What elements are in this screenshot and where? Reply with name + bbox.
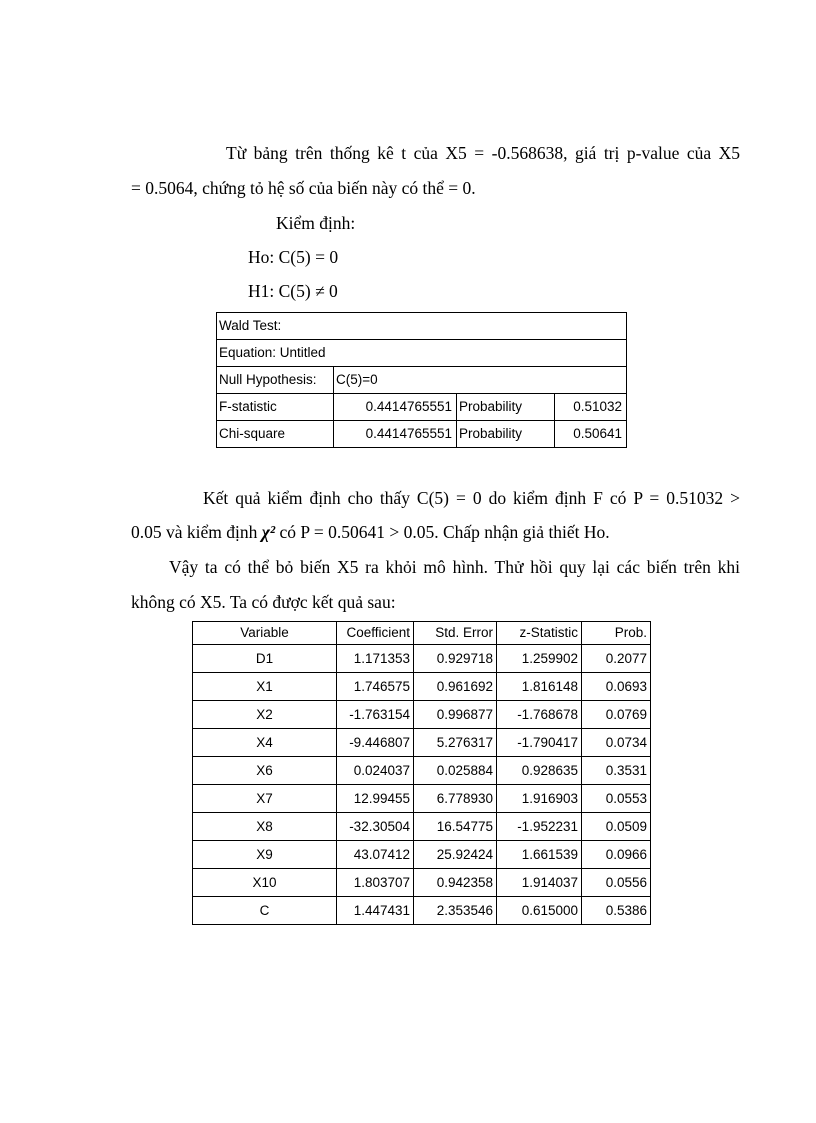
result-line-2 <box>131 522 610 542</box>
intro-line-1: Từ bảng trên thống kê t của X5 = -0.568638, giá trị p-value của X5 <box>226 143 740 163</box>
coefficient-cell: -32.30504 <box>337 813 414 841</box>
result-line-2-end: có P = 0.50641 > 0.05. Chấp nhận giả thiết Ho. <box>275 522 610 542</box>
coefficient-cell: 1.171353 <box>337 645 414 673</box>
std-error-cell: 0.025884 <box>414 757 497 785</box>
prob-cell: 0.0556 <box>582 869 651 897</box>
std-error-cell: 0.996877 <box>414 701 497 729</box>
variable-cell: D1 <box>193 645 337 673</box>
std-error-cell: 2.353546 <box>414 897 497 925</box>
table-row <box>193 673 651 701</box>
prob-cell: 0.5386 <box>582 897 651 925</box>
wald-null-value: C(5)=0 <box>334 367 627 394</box>
variable-cell: X6 <box>193 757 337 785</box>
variable-cell: X4 <box>193 729 337 757</box>
regression-table <box>192 621 651 925</box>
prob-cell: 0.0693 <box>582 673 651 701</box>
std-error-cell: 16.54775 <box>414 813 497 841</box>
table-row <box>193 757 651 785</box>
test-title: Kiểm định: <box>276 213 356 233</box>
result-line-3: Vậy ta có thể bỏ biến X5 ra khỏi mô hình. Thử hồi quy lại các biến trên khi <box>169 557 740 577</box>
z-statistic-cell: 1.259902 <box>497 645 582 673</box>
wald-row-value: 0.4414765551 <box>334 394 457 421</box>
coefficient-cell: -1.763154 <box>337 701 414 729</box>
prob-cell: 0.0769 <box>582 701 651 729</box>
prob-cell: 0.0553 <box>582 785 651 813</box>
variable-cell: X9 <box>193 841 337 869</box>
std-error-cell: 6.778930 <box>414 785 497 813</box>
wald-row-chi-square <box>217 421 627 448</box>
table-row <box>193 869 651 897</box>
table-row <box>193 897 651 925</box>
wald-row-prob-label: Probability <box>457 421 555 448</box>
z-statistic-cell: 1.816148 <box>497 673 582 701</box>
z-statistic-cell: 0.928635 <box>497 757 582 785</box>
table-row <box>193 729 651 757</box>
header-coefficient: Coefficient <box>337 622 414 645</box>
coefficient-cell: 1.803707 <box>337 869 414 897</box>
result-line-4: không có X5. Ta có được kết quả sau: <box>131 592 396 612</box>
table-row <box>193 813 651 841</box>
wald-row-label: F-statistic <box>217 394 334 421</box>
table-row <box>193 645 651 673</box>
coefficient-cell: 12.99455 <box>337 785 414 813</box>
std-error-cell: 25.92424 <box>414 841 497 869</box>
header-prob: Prob. <box>582 622 651 645</box>
coefficient-cell: 43.07412 <box>337 841 414 869</box>
std-error-cell: 0.942358 <box>414 869 497 897</box>
result-line-1: Kết quả kiểm định cho thấy C(5) = 0 do kiểm định F có P = 0.51032 > <box>203 488 740 508</box>
prob-cell: 0.0734 <box>582 729 651 757</box>
result-line-2-start: 0.05 và kiểm định <box>131 522 262 542</box>
coefficient-cell: 1.746575 <box>337 673 414 701</box>
header-z-statistic: z-Statistic <box>497 622 582 645</box>
wald-null-label: Null Hypothesis: <box>217 367 334 394</box>
z-statistic-cell: 1.916903 <box>497 785 582 813</box>
header-std-error: Std. Error <box>414 622 497 645</box>
wald-row-value: 0.4414765551 <box>334 421 457 448</box>
intro-line-2: = 0.5064, chứng tỏ hệ số của biến này có thể = 0. <box>131 178 476 198</box>
wald-row-prob-label: Probability <box>457 394 555 421</box>
coefficient-cell: 0.024037 <box>337 757 414 785</box>
table-row <box>193 701 651 729</box>
wald-title: Wald Test: <box>217 313 627 340</box>
variable-cell: C <box>193 897 337 925</box>
wald-test-table <box>216 312 627 448</box>
hypothesis-h0: Ho: C(5) = 0 <box>248 247 339 267</box>
chi-square-symbol: χ² <box>261 522 276 542</box>
variable-cell: X1 <box>193 673 337 701</box>
header-variable: Variable <box>193 622 337 645</box>
variable-cell: X8 <box>193 813 337 841</box>
z-statistic-cell: 1.661539 <box>497 841 582 869</box>
regression-header-row <box>193 622 651 645</box>
table-row <box>193 785 651 813</box>
z-statistic-cell: -1.952231 <box>497 813 582 841</box>
z-statistic-cell: -1.790417 <box>497 729 582 757</box>
wald-row-prob: 0.50641 <box>555 421 627 448</box>
wald-row-prob: 0.51032 <box>555 394 627 421</box>
z-statistic-cell: 0.615000 <box>497 897 582 925</box>
variable-cell: X7 <box>193 785 337 813</box>
coefficient-cell: -9.446807 <box>337 729 414 757</box>
std-error-cell: 0.961692 <box>414 673 497 701</box>
coefficient-cell: 1.447431 <box>337 897 414 925</box>
z-statistic-cell: 1.914037 <box>497 869 582 897</box>
std-error-cell: 0.929718 <box>414 645 497 673</box>
wald-row-f-statistic <box>217 394 627 421</box>
z-statistic-cell: -1.768678 <box>497 701 582 729</box>
prob-cell: 0.0966 <box>582 841 651 869</box>
hypothesis-h1: H1: C(5) ≠ 0 <box>248 281 338 301</box>
std-error-cell: 5.276317 <box>414 729 497 757</box>
variable-cell: X2 <box>193 701 337 729</box>
table-row <box>193 841 651 869</box>
wald-equation: Equation: Untitled <box>217 340 627 367</box>
prob-cell: 0.3531 <box>582 757 651 785</box>
variable-cell: X10 <box>193 869 337 897</box>
prob-cell: 0.2077 <box>582 645 651 673</box>
prob-cell: 0.0509 <box>582 813 651 841</box>
wald-row-label: Chi-square <box>217 421 334 448</box>
